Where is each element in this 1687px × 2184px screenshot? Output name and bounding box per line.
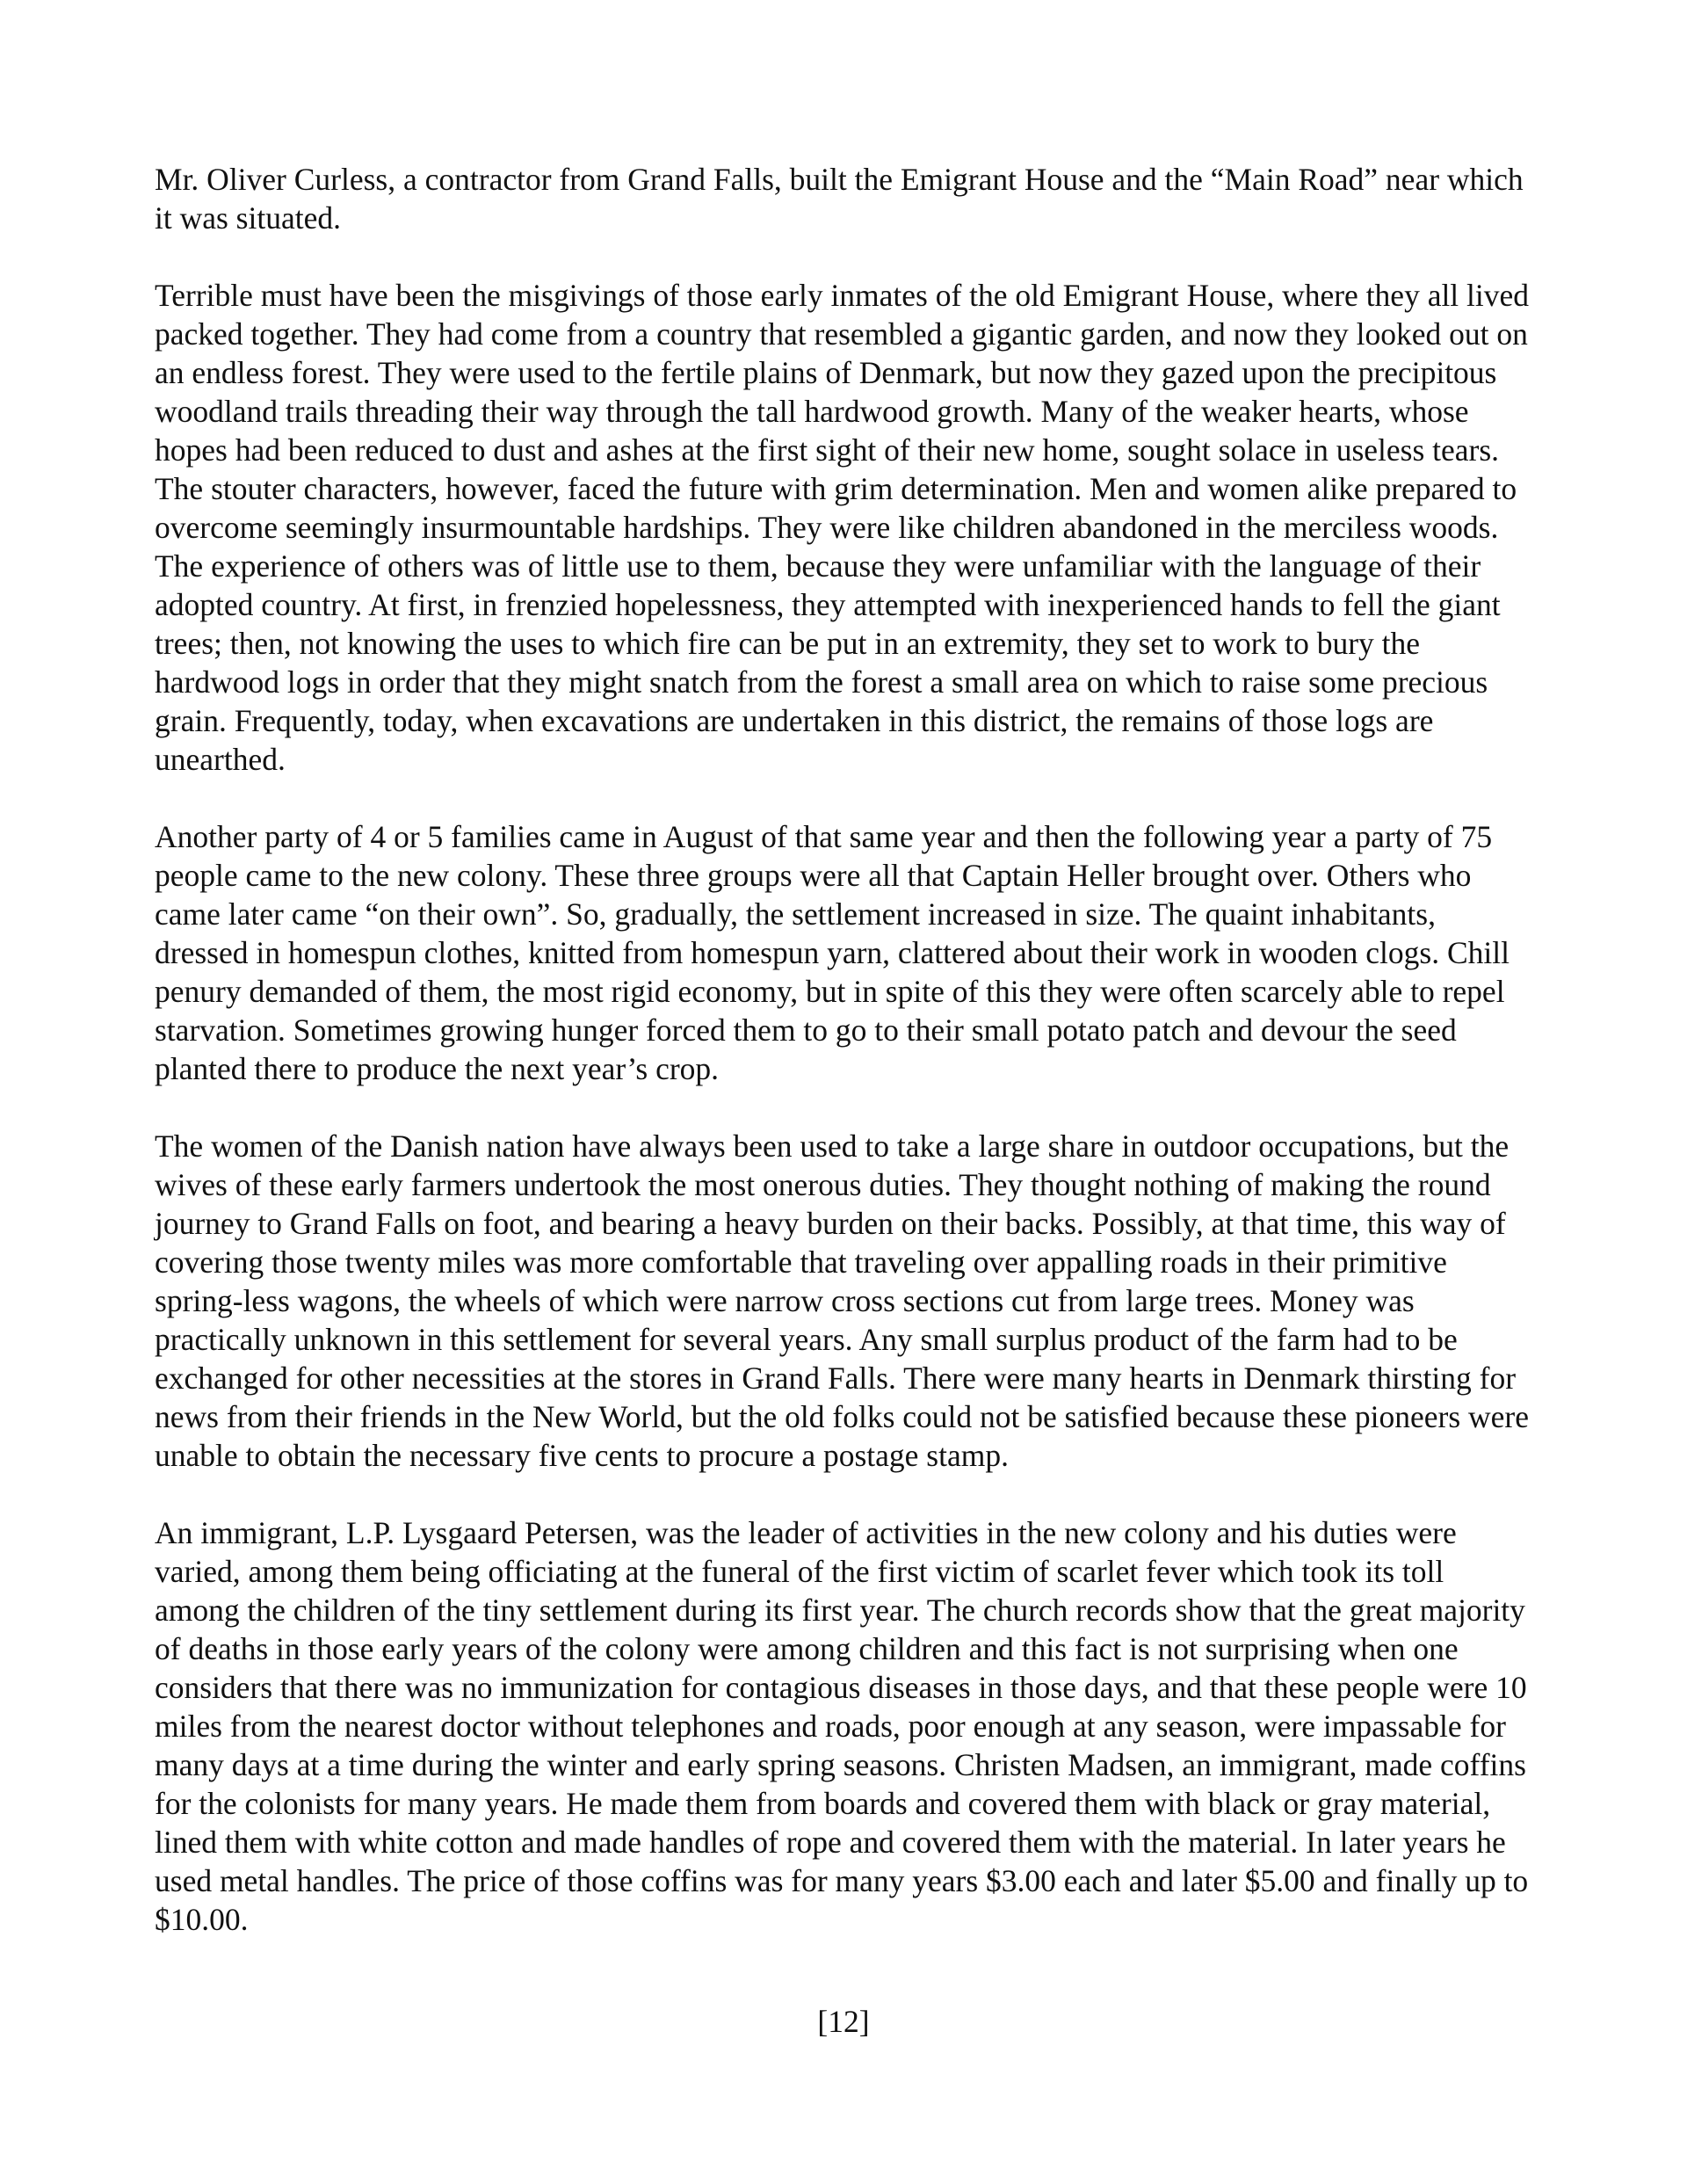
document-page <box>155 160 1532 1977</box>
paragraph-danish-women: The women of the Danish nation have always been used to take a large share in outdoor occupations, but the wives of these early farmers undertook the most onerous duties. They thought nothing of making the round journey to Grand Falls on foot, and bearing a heavy burden on their backs. Possibly, at that time, this way of covering those twenty miles was more comfortable that traveling over appalling roads in their primitive spring-less wagons, the wheels of which were narrow cross sections cut from large trees. Money was practically unknown in this settlement for several years. Any small surplus product of the farm had to be exchanged for other necessities at the stores in Grand Falls. There were many hearts in Denmark thirsting for news from their friends in the New World, but the old folks could not be satisfied because these pioneers were unable to obtain the necessary five cents to procure a postage stamp. <box>155 1128 1529 1473</box>
paragraph-lysgaard-petersen: An immigrant, L.P. Lysgaard Petersen, was the leader of activities in the new colony and his duties were varied, among them being officiating at the funeral of the first victim of scarlet fever which took its toll among the children of the tiny settlement during its first year. The church records show that the great majority of deaths in those early years of the colony were among children and this fact is not surprising when one considers that there was no immunization for contagious diseases in those days, and that these people were 10 miles from the nearest doctor without telephones and roads, poor enough at any season, were impassable for many days at a time during the winter and early spring seasons. Christen Madsen, an immigrant, made coffins for the colonists for many years. He made them from boards and covered them with black or gray material, lined them with white cotton and made handles of rope and covered them with the material. In later years he used metal handles. The price of those coffins was for many years $3.00 each and later $5.00 and finally up to $10.00. <box>155 1515 1529 1937</box>
page-number: [12] <box>817 2004 870 2039</box>
paragraph-emigrant-house: Mr. Oliver Curless, a contractor from Grand Falls, built the Emigrant House and the “Main Road” near which it was situated. <box>155 162 1524 236</box>
paragraph-another-party: Another party of 4 or 5 families came in August of that same year and then the following year a party of 75 people came to the new colony. These three groups were all that Captain Heller brought over. Others who came later came “on their own”. So, gradually, the settlement increased in size. The quaint inhabitants, dressed in homespun clothes, knitted from homespun yarn, clattered about their work in wooden clogs. Chill penury demanded of them, the most rigid economy, but in spite of this they were often scarcely able to repel starvation. Sometimes growing hunger forced them to go to their small potato patch and devour the seed planted there to produce the next year’s crop. <box>155 819 1510 1086</box>
paragraph-early-inmates: Terrible must have been the misgivings of those early inmates of the old Emigrant House, where they all lived packed together. They had come from a country that resembled a gigantic garden, and now they looked out on an endless forest. They were used to the fertile plains of Denmark, but now they gazed upon the precipitous woodland trails threading their way through the tall hardwood growth. Many of the weaker hearts, whose hopes had been reduced to dust and ashes at the first sight of their new home, sought solace in useless tears. The stouter characters, however, faced the future with grim determination. Men and women alike prepared to overcome seemingly insurmountable hardships. They were like children abandoned in the merciless woods. The experience of others was of little use to them, because they were unfamiliar with the language of their adopted country. At first, in frenzied hopelessness, they attempted with inexperienced hands to fell the giant trees; then, not knowing the uses to which fire can be put in an extremity, they set to work to bury the hardwood logs in order that they might snatch from the forest a small area on which to raise some precious grain. Frequently, today, when excavations are undertaken in this district, the remains of those logs are unearthed. <box>155 278 1530 777</box>
